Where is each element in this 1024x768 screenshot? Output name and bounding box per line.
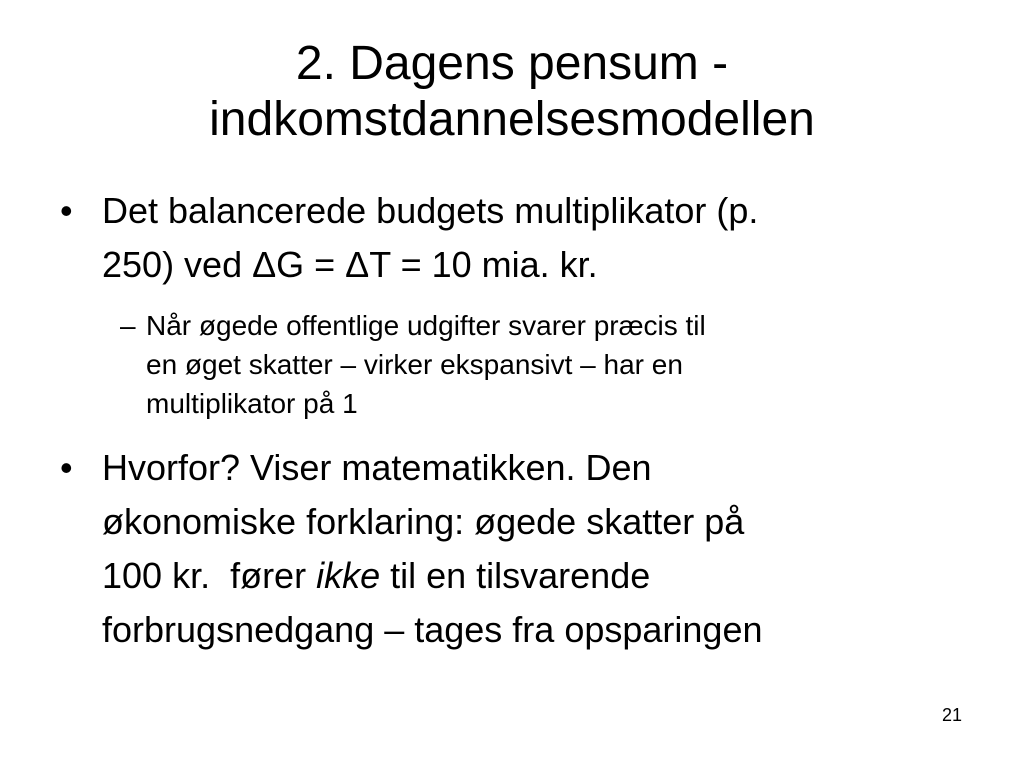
- title-line-1: 2. Dagens pensum -: [295, 37, 729, 90]
- bullet-1-line-1: Det balancerede budgets multiplikator (p.: [102, 190, 759, 231]
- bullet-marker: •: [60, 190, 73, 231]
- sub-bullet-marker: –: [120, 310, 136, 341]
- bullet-2: [60, 441, 964, 657]
- bullet-2-line-2: økonomiske forklaring: øgede skatter på: [102, 501, 745, 542]
- title-line-2: indkomstdannelsesmodellen: [209, 93, 815, 146]
- sub-bullet-1-line-3: multiplikator på 1: [146, 388, 358, 419]
- bullet-marker: •: [60, 447, 73, 488]
- bullet-2-line-1: Hvorfor? Viser matematikken. Den: [102, 447, 652, 488]
- sub-bullet-1: [60, 306, 964, 423]
- bullet-2-line-4: forbrugsnedgang – tages fra opsparingen: [102, 609, 763, 650]
- sub-bullet-1-line-1: Når øgede offentlige udgifter svarer præcis til: [146, 310, 706, 341]
- bullet-2-line-3-end: til en tilsvarende: [380, 555, 651, 596]
- slide-title: [60, 36, 964, 148]
- sub-bullet-1-line-2: en øget skatter – virker ekspansivt – har en: [146, 349, 683, 380]
- bullet-2-line-3-start: 100 kr. fører: [102, 555, 317, 596]
- slide-number: 21: [941, 705, 962, 725]
- bullet-1-line-2: 250) ved ΔG = ΔT = 10 mia. kr.: [102, 244, 598, 285]
- bullet-2-line-3: [102, 549, 964, 603]
- emphasis-ikke: ikke: [316, 555, 381, 596]
- bullet-1: [60, 184, 964, 292]
- slide-body: [60, 184, 964, 671]
